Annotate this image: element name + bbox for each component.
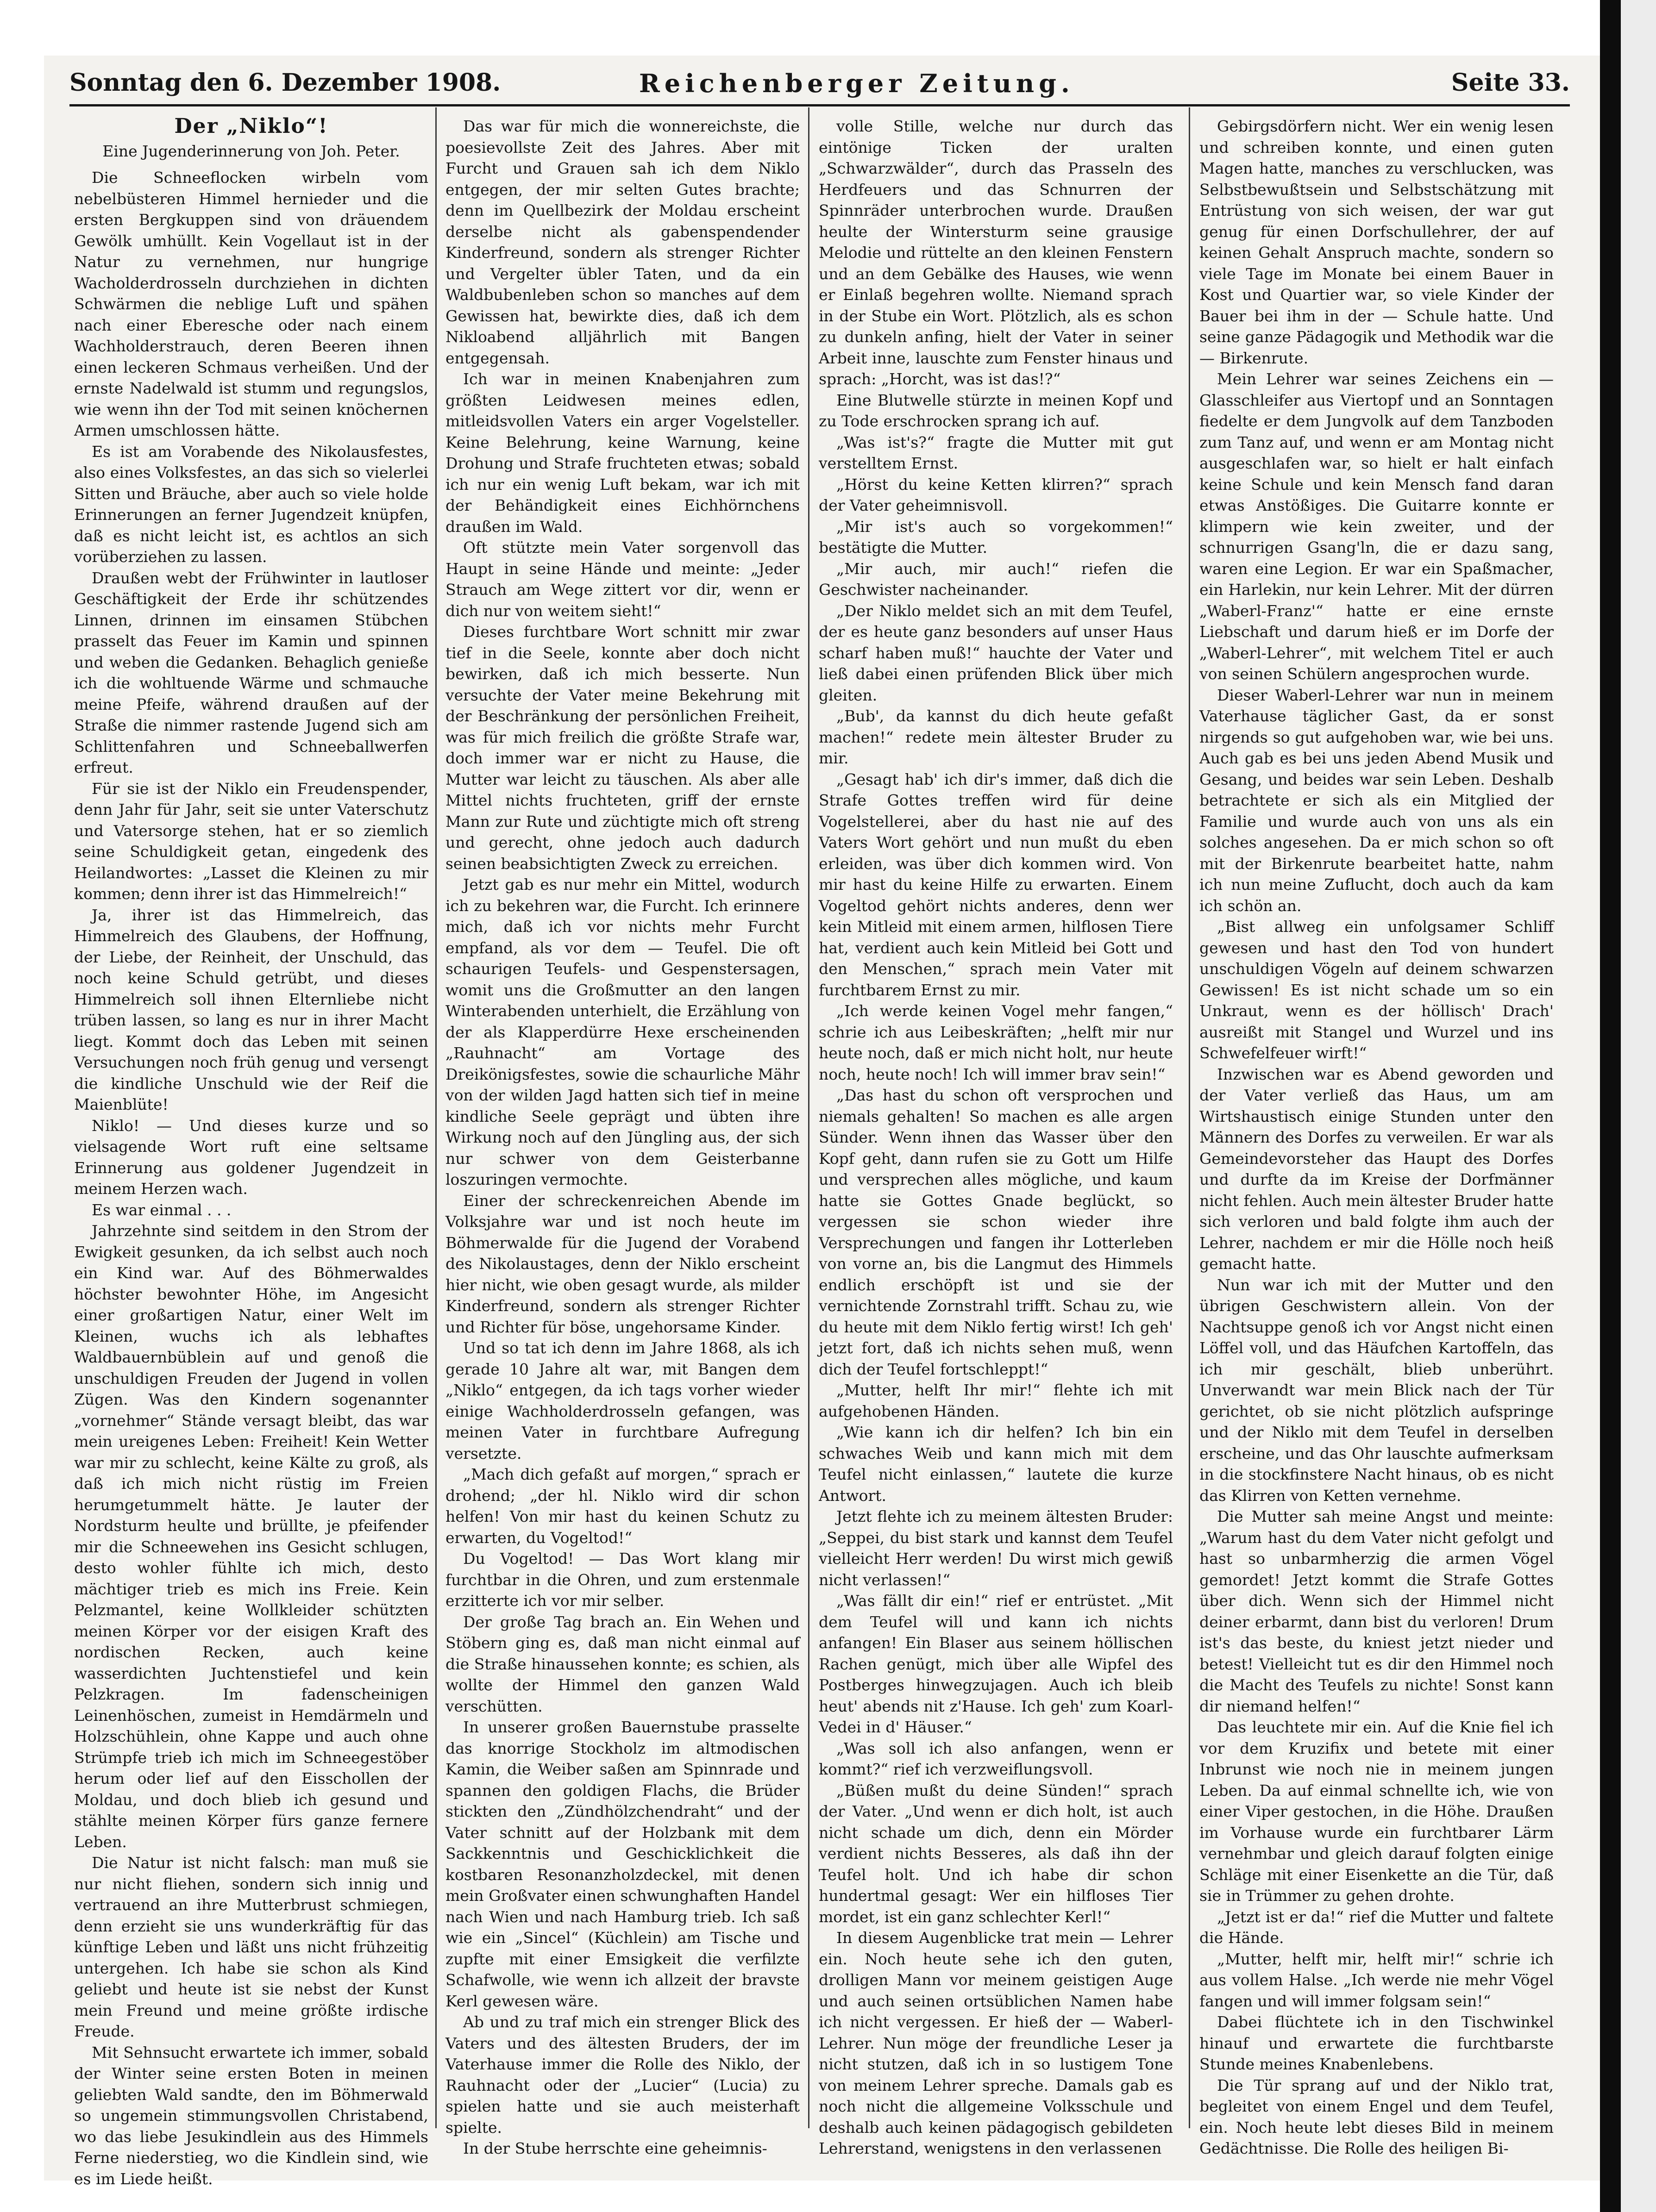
article-paragraph: In diesem Augenblicke trat mein — Lehrer ein. Noch heute sehe ich den guten, drolligen Mann vor meinem geistigen Auge und auch seinen ortsüblichen Namen habe ich nicht vergessen. Er hieß der — Waberl-Lehrer. Nun möge der freundliche Leser ja nicht stutzen, daß ich in so lustigem Tone von meinem Lehrer spreche. Damals gab es noch nicht die allgemeine Volksschule und deshalb auch keinen pädagogisch gebildeten Lehrerstand, wenigstens in den verlassenen [819, 1929, 1173, 2157]
article-column-3 [819, 116, 1173, 2157]
article-paragraph: „Wie kann ich dir helfen? Ich bin ein schwaches Weib und kann mich mit dem Teufel nicht einlassen,“ lautete die kurze Antwort. [819, 1423, 1173, 1505]
article-subtitle: Eine Jugenderinnerung von Joh. Peter. [102, 142, 400, 160]
article-paragraph: „Was fällt dir ein!“ rief er entrüstet. „Mit dem Teufel will und kann ich nichts anfangen! Ein Blaser aus seinem höllischen Rachen genügt, mich über alle Wipfel des Postberges hinwegzujagen. Auch ich bleib heut' abends nit z'Hause. Ich geh' zum Koarl-Vedei in d' Häuser.“ [819, 1592, 1173, 1736]
article-paragraph: Es war einmal . . . [92, 1200, 232, 1219]
article-paragraph: „Das hast du schon oft versprochen und niemals gehalten! So machen es alle argen Sünder. Wenn ihnen das Wasser über den Kopf geht, dann rufen sie zu Gott um Hilfe und versprechen alles mögliche, und kaum hatte sie Gottes Gnade beglückt, so vergessen sie schon wieder ihre Versprechungen und fangen ihr Lotterleben von vorne an, bis die Langmut des Himmels endlich erschöpft ist und sie der vernichtende Zornstrahl trifft. Schau zu, wie du heute mit dem Niklo fertig wirst! Ich geh' jetzt fort, daß ich nichts sehen muß, wenn dich der Teufel fortschleppt!“ [819, 1086, 1173, 1378]
article-paragraph: Gebirgsdörfern nicht. Wer ein wenig lesen und schreiben konnte, und einen guten Magen hatte, manches zu verschlucken, was Selbstbewußtsein und Selbstschätzung mit Entrüstung von sich weisen, der war gut genug für einen Dorfschullehrer, der auf keinen Gehalt Anspruch machte, sondern so viele Tage im Monate bei einem Bauer in Kost und Quartier war, so viele Kinder der Bauer bei ihm in der — Schule hatte. Und seine ganze Pädagogik und Methodik war die — Birkenrute. [1199, 117, 1554, 367]
article-paragraph: Nun war ich mit der Mutter und den übrigen Geschwistern allein. Von der Nachtsuppe genoß ich vor Angst nicht einen Löffel voll, und das Häufchen Kartoffeln, das ich mir geschält, blieb unberührt. Unverwandt war mein Blick nach der Tür gerichtet, ob sie nicht plötzlich aufspringe und der Niklo mit dem Teufel in derselben erscheine, und das Ohr lauschte aufmerksam in die stockfinstere Nacht hinaus, ob es nicht das Klirren von Ketten vernehme. [1199, 1275, 1554, 1505]
column-rule [808, 107, 809, 2128]
article-paragraph: „Bub', da kannst du dich heute gefaßt machen!“ redete mein ältester Bruder zu mir. [819, 707, 1173, 767]
article-paragraph: Draußen webt der Frühwinter in lautloser Geschäftigkeit der Erde ihr schützendes Linnen, drinnen im einsamen Stübchen prasselt das Feuer im Kamin und spinnen und weben die Gedanken. Behaglich genieße ich die wohltuende Wärme und schmauche meine Pfeife, während draußen auf der Straße die nimmer rastende Jugend sich am Schlittenfahren und Schneeballwerfen erfreut. [74, 569, 428, 776]
newspaper-title: Reichenberger Zeitung. [639, 69, 1074, 98]
article-paragraph: „Hörst du keine Ketten klirren?“ sprach der Vater geheimnisvoll. [819, 475, 1173, 514]
article-paragraph: Dabei flüchtete ich in den Tischwinkel hinauf und erwartete die furchtbarste Stunde meines Knabenlebens. [1199, 2013, 1554, 2073]
article-paragraph: Das war für mich die wonnereichste, die poesievollste Zeit des Jahres. Aber mit Furcht und Grauen sah ich dem Niklo entgegen, der mir selten Gutes brachte; denn im Quellbezirk der Moldau erscheint derselbe nicht als gabenspendender Kinderfreund, sondern als strenger Richter und Vergelter übler Taten, und da ein Waldbubenleben schon so manches auf dem Gewissen hat, bewirkte dies, daß ich dem Nikloabend alljährlich mit Bangen entgegensah. [445, 117, 800, 367]
article-paragraph: Dieses furchtbare Wort schnitt mir zwar tief in die Seele, konnte aber doch nicht bewirken, daß ich mich besserte. Nun versuchte der Vater meine Bekehrung mit der Beschränkung der persönlichen Freiheit, was für mich freilich die größte Strafe war, doch immer war er nicht zu Hause, die Mutter war leicht zu täuschen. Als aber alle Mittel nichts fruchteten, griff der ernste Mann zur Rute und züchtigte mich oft streng und gerecht, ohne jedoch auch dadurch seinen beabsichtigten Zweck zu erreichen. [445, 623, 800, 873]
article-paragraph: Jetzt gab es nur mehr ein Mittel, wodurch ich zu bekehren war, die Furcht. Ich erinnere mich, daß ich vor nichts mehr Furcht empfand, als vor dem — Teufel. Die oft schaurigen Teufels- und Gespenstersagen, womit uns die Großmutter an den langen Winterabenden unterhielt, die Erzählung von der als Klapperdürre Hexe erscheinenden „Rauhnacht“ am Vortage des Dreikönigsfestes, sowie die schaurliche Mähr von der wilden Jagd hatten sich tief in meine kindliche Seele geprägt und übten ihre Wirkung noch auf den Jüngling aus, der sich nur schwer von dem Geisterbanne loszuringen vermochte. [445, 875, 800, 1188]
article-paragraph: Oft stützte mein Vater sorgenvoll das Haupt in seine Hände und meinte: „Jeder Strauch am Wege zittert vor dir, wenn er dich nur von weitem sieht!“ [445, 538, 800, 620]
article-paragraph: „Mir ist's auch so vorgekommen!“ bestätigte die Mutter. [819, 517, 1173, 556]
article-title: Der „Niklo“! [174, 114, 328, 138]
article-paragraph: Eine Blutwelle stürzte in meinen Kopf und zu Tode erschrocken sprang ich auf. [819, 391, 1173, 430]
article-paragraph: „Mutter, helft Ihr mir!“ flehte ich mit aufgehobenen Händen. [819, 1381, 1173, 1420]
article-paragraph: Die Natur ist nicht falsch: man muß sie nur nicht fliehen, sondern sich innig und vertrauend an ihre Mutterbrust schmiegen, denn erzieht sie uns wunderkräftig für das künftige Leben und läßt uns nicht frühzeitig untergehen. Ich habe sie schon als Kind geliebt und heute ist sie nebst der Kunst mein Freund und meine größte irdische Freude. [74, 1854, 428, 2040]
page-number: Seite 33. [1451, 69, 1570, 97]
article-paragraph: volle Stille, welche nur durch das eintönige Ticken der uralten „Schwarzwälder“, durch das Prasseln des Herdfeuers und das Schnurren der Spinnräder unterbrochen wurde. Draußen heulte der Wintersturm seine grausige Melodie und rüttelte an den kleinen Fenstern und an dem Gebälke des Hauses, wie wenn er Einlaß begehren wollte. Niemand sprach in der Stube ein Wort. Plötzlich, als es schon zu dunkeln anfing, hielt der Vater in seiner Arbeit inne, lauschte zum Fenster hinaus und sprach: „Horcht, was ist das!?“ [819, 117, 1173, 388]
article-paragraph: Mit Sehnsucht erwartete ich immer, sobald der Winter seine ersten Boten in meinen geliebten Wald sandte, den im Böhmerwald so ungemein stimmungsvollen Christabend, wo das liebe Jesukindlein aus des Himmels Ferne niederstieg, wo die Kindlein sind, wie es im Liede heißt. [74, 2043, 428, 2188]
column-rule [435, 107, 437, 2128]
article-paragraph: Jahrzehnte sind seitdem in den Strom der Ewigkeit gesunken, da ich selbst auch noch ein Kind war. Auf des Böhmerwaldes höchster bewohnter Höhe, im Angesicht einer großartigen Natur, einer Welt im Kleinen, wuchs ich als lebhaftes Waldbauernbüblein auf und genoß die unschuldigen Freuden der Jugend in vollen Zügen. Was den Kindern sogenannter „vornehmer“ Stände versagt bleibt, das war mein ureigenes Leben: Freiheit! Kein Wetter war mir zu schlecht, keine Kälte zu groß, als daß ich mich nicht rüstig im Freien herumgetummelt hätte. Je lauter der Nordsturm heulte und brüllte, je pfeifender mir die Schneewehen ins Gesicht schlugen, desto wohler fühlte ich mich, desto mächtiger trieb es mich ins Freie. Kein Pelzmantel, keine Wollkleider schützten meinen Körper vor der eisigen Kraft des nordischen Recken, auch keine wasserdichten Juchtenstiefel und kein Pelzkragen. Im fadenscheinigen Leinenhöschen, zumeist in Hemdärmeln und Holzschühlein, ohne Kappe und auch ohne Strümpfe trieb ich mich im Schneegestöber herum oder lief auf den Eisschollen der Moldau, und doch blieb ich gesund und stählte meinen Körper fürs ganze fernere Leben. [74, 1222, 428, 1851]
article-paragraph: Inzwischen war es Abend geworden und der Vater verließ das Haus, um am Wirtshaustisch einige Stunden unter den Männern des Dorfes zu verweilen. Er war als Gemeindevorsteher das Haupt des Dorfes und durfte da im Kreise der Dorfmänner nicht fehlen. Auch mein ältester Bruder hatte sich verloren und bald folgte ihm auch der Lehrer, nachdem er mir die Hölle noch heiß gemacht hatte. [1199, 1065, 1554, 1273]
article-column-2 [445, 116, 800, 2157]
article-paragraph: Die Schneeflocken wirbeln vom nebelbüsteren Himmel hernieder und die ersten Bergkuppen sind von dräuendem Gewölk umhüllt. Kein Vogellaut ist in der Natur zu vernehmen, nur hungrige Wacholderdrosseln durchziehen in dichten Schwärmen die neblige Luft und spähen nach einer Eberesche oder nach einem Wachholderstrauch, deren Beeren ihnen einen leckeren Schmaus verheißen. Und der ernste Nadelwald ist stumm und regungslos, wie wenn ihn der Tod mit seinen knöchernen Armen umschlossen hätte. [74, 169, 428, 439]
article-paragraph: Der große Tag brach an. Ein Wehen und Stöbern ging es, daß man nicht einmal auf die Straße hinaussehen konnte; es schien, als wollte der Himmel den ganzen Wald verschütten. [445, 1612, 800, 1715]
header-rule [69, 104, 1570, 106]
scan-margin [1621, 0, 1656, 2212]
article-paragraph: Niklo! — Und dieses kurze und so vielsagende Wort ruft eine seltsame Erinnerung aus goldener Jugendzeit in meinem Herzen wach. [74, 1116, 428, 1198]
page-header [69, 69, 1570, 106]
article-paragraph: Und so tat ich denn im Jahre 1868, als ich gerade 10 Jahre alt war, mit Bangen dem „Niklo“ entgegen, da ich tags vorher wieder einige Wachholderdrosseln gefangen, was meinen Vater in furchtbare Aufregung versetzte. [445, 1339, 800, 1462]
article-paragraph: „Bist allweg ein unfolgsamer Schliff gewesen und hast den Tod von hundert unschuldigen Vögeln auf deinem schwarzen Gewissen! Es ist nicht schade um so ein Unkraut, wenn es der höllisch' Drach' ausreißt mit Stangel und Wurzel und ins Schwefelfeuer wirft!“ [1199, 918, 1554, 1062]
article-paragraph: In unserer großen Bauernstube prasselte das knorrige Stockholz im altmodischen Kamin, die Weiber saßen am Spinnrade und spannen den goldigen Flachs, die Brüder stickten den „Zündhölzchendraht“ und der Vater schnitt auf der Holzbank mit dem Sackkenntnis und Geschicklichkeit die kostbaren Resonanzholzdeckel, mit denen mein Großvater einen schwunghaften Handel nach Wien und nach Hamburg trieb. Ich saß wie ein „Sincel“ (Küchlein) am Tische und zupfte mit einer Emsigkeit die verfilzte Schafwolle, wie wenn ich allzeit der bravste Kerl gewesen wäre. [445, 1718, 800, 2010]
article-paragraph: Es ist am Vorabende des Nikolausfestes, also eines Volksfestes, an das sich so vielerlei Sitten und Bräuche, aber auch so viele holde Erinnerungen an ferner Jugendzeit knüpfen, daß es nicht leicht ist, es achtlos an sich vorüberziehen zu lassen. [74, 442, 428, 566]
article-paragraph: „Büßen mußt du deine Sünden!“ sprach der Vater. „Und wenn er dich holt, ist auch nicht schade um dich, denn ein Mörder verdient nichts Besseres, als daß ihn der Teufel holt. Und ich habe dir schon hundertmal gesagt: Wer ein hilfloses Tier mordet, ist ein ganz schlechter Kerl!“ [819, 1781, 1173, 1926]
article-paragraph: Jetzt flehte ich zu meinem ältesten Bruder: „Seppei, du bist stark und kannst dem Teufel vielleicht Herr werden! Du wirst mich gewiß nicht verlassen!“ [819, 1507, 1173, 1589]
article-paragraph: „Was ist's?“ fragte die Mutter mit gut verstelltem Ernst. [819, 433, 1173, 472]
article-paragraph: Dieser Waberl-Lehrer war nun in meinem Vaterhause täglicher Gast, da er sonst nirgends so gut aufgehoben war, wie bei uns. Auch gab es bei uns jeden Abend Musik und Gesang, und beides war sein Leben. Deshalb betrachtete er sich als ein Mitglied der Familie und wurde auch von uns als ein solches angesehen. Da er mich schon so oft mit der Birkenrute bearbeitet hatte, nahm ich nun meine Zuflucht, doch auch da kam ich schön an. [1199, 686, 1554, 915]
article-paragraph: In der Stube herrschte eine geheimnis- [463, 2139, 767, 2157]
article-paragraph: Du Vogeltod! — Das Wort klang mir furchtbar in die Ohren, und zum erstenmale erzitterte ich vor mir selber. [445, 1550, 800, 1610]
article-paragraph: Ab und zu traf mich ein strenger Blick des Vaters und des ältesten Bruders, der im Vaterhause immer die Rolle des Niklo, der Rauhnacht oder der „Lucier“ (Lucia) zu spielen hatte und sie auch meisterhaft spielte. [445, 2013, 800, 2137]
article-paragraph: Die Tür sprang auf und der Niklo trat, begleitet von einem Engel und dem Teufel, ein. Noch heute lebt dieses Bild in meinem Gedächtnisse. Die Rolle des heiligen Bi- [1199, 2076, 1554, 2157]
article-paragraph: „Mach dich gefaßt auf morgen,“ sprach er drohend; „der hl. Niklo wird dir schon helfen! Von mir hast du keinen Schutz zu erwarten, du Vogeltod!“ [445, 1465, 800, 1547]
article-paragraph: „Der Niklo meldet sich an mit dem Teufel, der es heute ganz besonders auf unser Haus scharf haben muß!“ hauchte der Vater und ließ dabei einen prüfenden Blick über mich gleiten. [819, 601, 1173, 704]
article-paragraph: Einer der schreckenreichen Abende im Volksjahre war und ist noch heute im Böhmerwalde für die Jugend der Vorabend des Nikolaustages, denn der Niklo erscheint hier nicht, wie oben gesagt wurde, als milder Kinderfreund, sondern als strenger Richter und Richter für böse, ungehorsame Kinder. [445, 1191, 800, 1336]
column-rule [1189, 107, 1190, 2128]
article-paragraph: „Gesagt hab' ich dir's immer, daß dich die Strafe Gottes treffen wird für deine Vogelstellerei, aber du hast nie auf des Vaters Wort gehört und nun mußt du eben erleiden, was über dich kommen wird. Von mir hast du keine Hilfe zu erwarten. Einem Vogeltod gehört nichts anderes, denn wer kein Mitleid mit einem armen, hilflosen Tiere hat, verdient auch kein Mitleid bei Gott und den Menschen,“ sprach mein Vater mit furchtbarem Ernst zu mir. [819, 770, 1173, 999]
article-paragraph: Die Mutter sah meine Angst und meinte: „Warum hast du dem Vater nicht gefolgt und hast so unbarmherzig die armen Vögel gemordet! Jetzt kommt die Strafe Gottes über dich. Wenn sich der Himmel nicht deiner erbarmt, dann bist du verloren! Drum ist's das beste, du kniest jetzt nieder und betest! Vielleicht tut es dir den Himmel noch die Macht des Teufels zu nichte! Sonst kann dir niemand helfen!“ [1199, 1507, 1554, 1715]
article-paragraph: Ja, ihrer ist das Himmelreich, das Himmelreich des Glaubens, der Hoffnung, der Liebe, der Reinheit, der Unschuld, das noch keine Schuld getrübt, und dieses Himmelreich soll ihnen Elternliebe nicht trüben lassen, so lang es nur in ihrer Macht liegt. Kommt doch das Leben mit seinen Versuchungen noch früh genug und versengt die kindliche Unschuld wie der Reif die Maienblüte! [74, 906, 428, 1113]
article-paragraph: Das leuchtete mir ein. Auf die Knie fiel ich vor dem Kruzifix und betete mit einer Inbrunst wie noch nie in meinem jungen Leben. Da auf einmal schnellte ich, wie von einer Viper gestochen, in die Höhe. Draußen im Vorhause wurde ein furchtbarer Lärm vernehmbar und gleich darauf folgten einige Schläge mit einer Eisenkette an die Tür, daß sie in Trümmer zu gehen drohte. [1199, 1718, 1554, 1905]
header-date: Sonntag den 6. Dezember 1908. [69, 69, 501, 97]
article-paragraph: „Ich werde keinen Vogel mehr fangen,“ schrie ich aus Leibeskräften; „helft mir nur heute noch, daß er mich nicht holt, nur heute noch, heute noch! Ich will immer brav sein!“ [819, 1002, 1173, 1083]
article-paragraph: Für sie ist der Niklo ein Freudenspender, denn Jahr für Jahr, seit sie unter Vaterschutz und Vatersorge stehen, hat er so ziemlich seine Schuldigkeit getan, eingedenk des Heilandwortes: „Lasset die Kleinen zu mir kommen; denn ihrer ist das Himmelreich!“ [74, 779, 428, 903]
article-paragraph: Mein Lehrer war seines Zeichens ein — Glasschleifer aus Viertopf und an Sonntagen fiedelte er dem Jungvolk auf dem Tanzboden zum Tanz auf, und wenn er am Montag nicht ausgeschlafen war, so hielt er halt einfach keine Schule und kein Mensch fand daran etwas Anstößiges. Die Guitarre konnte er klimpern wie kein zweiter, und der schnurrigen Gsang'ln, die er dazu sang, waren eine Legion. Er war ein Spaßmacher, ein Harlekin, nur kein Lehrer. Mit der dürren „Waberl-Franz'“ hatte er eine ernste Liebschaft und darum hieß er im Dorfe der „Waberl-Lehrer“, mit welchem Titel er auch von seinen Schülern angesprochen wurde. [1199, 370, 1554, 683]
article-paragraph: Ich war in meinen Knabenjahren zum größten Leidwesen meines edlen, mitleidsvollen Vaters ein arger Vogelsteller. Keine Belehrung, keine Warnung, keine Drohung und Strafe fruchteten etwas; sobald ich nur ein wenig Luft bekam, war ich mit der Behändigkeit eines Eichhörnchens draußen im Wald. [445, 370, 800, 536]
article-paragraph: „Mutter, helft mir, helft mir!“ schrie ich aus vollem Halse. „Ich werde nie mehr Vögel fangen und will immer folgsam sein!“ [1199, 1950, 1554, 2010]
article-column-1 [74, 114, 428, 2188]
article-column-4 [1199, 116, 1554, 2157]
article-paragraph: „Mir auch, mir auch!“ riefen die Geschwister nacheinander. [819, 559, 1173, 599]
article-paragraph: „Was soll ich also anfangen, wenn er kommt?“ rief ich verzweiflungsvoll. [819, 1739, 1173, 1778]
article-paragraph: „Jetzt ist er da!“ rief die Mutter und faltete die Hände. [1199, 1907, 1554, 1947]
